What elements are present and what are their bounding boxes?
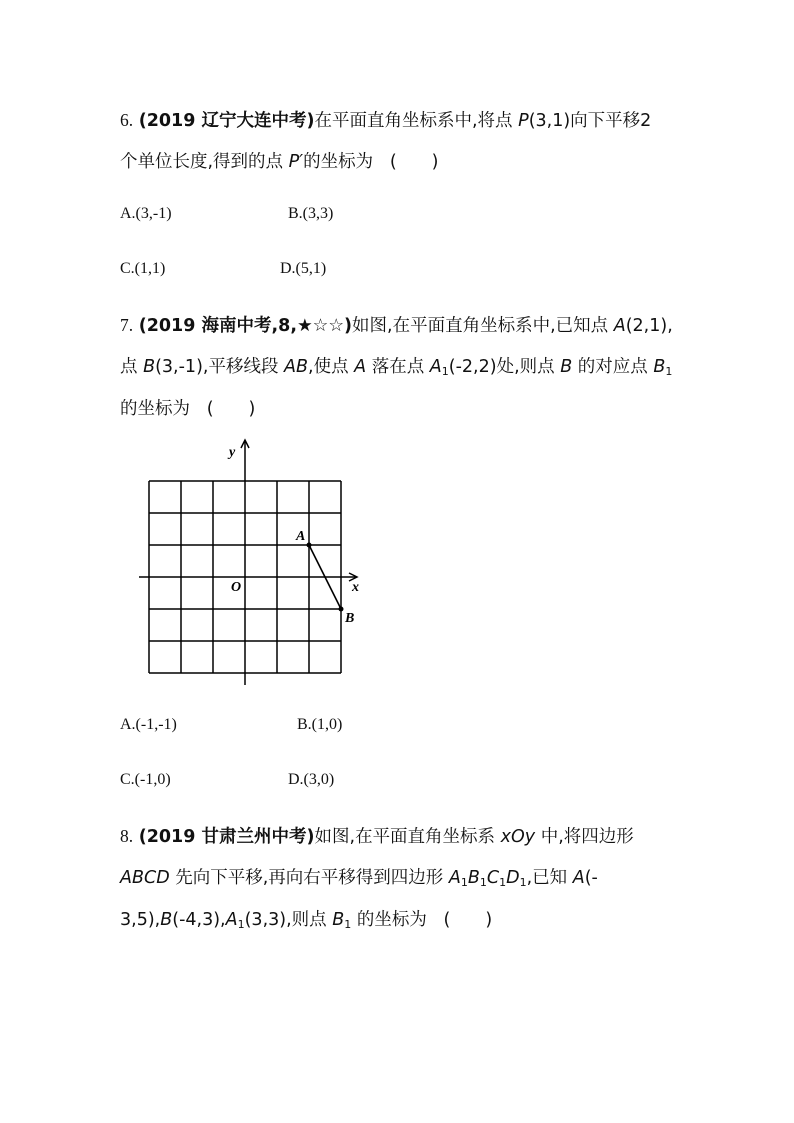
point-label: A xyxy=(354,357,367,377)
question-source: (2019 甘肃兰州中考) xyxy=(138,827,315,847)
subscript: 1 xyxy=(237,918,245,931)
q6-option-b: B.(3,3) xyxy=(288,205,334,222)
subscript: 1 xyxy=(665,365,673,378)
q6-line-1 xyxy=(120,108,651,133)
point-label: B xyxy=(653,357,666,377)
question-text: 中,将四边形 xyxy=(535,827,634,847)
q8-line-1 xyxy=(120,824,634,849)
point-label: A xyxy=(225,910,238,930)
question-text: 如图,在平面直角坐标系 xyxy=(314,827,501,847)
point-label: A xyxy=(572,868,585,888)
subscript: 1 xyxy=(344,918,352,931)
question-source: (2019 辽宁大连中考) xyxy=(138,111,315,131)
q7-option-b: B.(1,0) xyxy=(297,716,343,733)
question-text: 个单位长度,得到的点 xyxy=(120,152,289,172)
y-axis-label: y xyxy=(229,445,236,460)
point-label: B xyxy=(143,357,156,377)
question-text: (3,-1),平移线段 xyxy=(155,357,285,377)
coordinate-system-label: xOy xyxy=(500,827,536,847)
question-text: (3,3),则点 xyxy=(244,910,333,930)
question-text: 的坐标为 xyxy=(303,152,374,172)
q7-line-1 xyxy=(120,313,673,338)
x-axis-label: x xyxy=(352,580,359,595)
answer-bracket: ( ) xyxy=(443,910,493,930)
point-label: P′ xyxy=(288,152,304,172)
subscript: 1 xyxy=(499,876,507,889)
point-label: A xyxy=(613,316,626,336)
answer-bracket: ( ) xyxy=(389,152,439,172)
question-text: 落在点 xyxy=(366,357,430,377)
subscript: 1 xyxy=(460,876,468,889)
q7-option-c: C.(-1,0) xyxy=(120,771,171,788)
question-number: 6. xyxy=(120,110,134,130)
question-number: 7. xyxy=(120,315,134,335)
point-label: P xyxy=(518,111,529,131)
q6-option-d: D.(5,1) xyxy=(280,260,327,277)
coordinate-grid-figure xyxy=(130,438,370,688)
answer-bracket: ( ) xyxy=(206,399,256,419)
point-b-label: B xyxy=(345,611,355,626)
q8-line-2 xyxy=(120,866,598,890)
q8-line-3 xyxy=(120,908,492,932)
origin-label: O xyxy=(231,580,242,595)
question-text: (-2,2)处,则点 xyxy=(448,357,561,377)
q7-line-3 xyxy=(120,397,255,421)
subscript: 1 xyxy=(479,876,487,889)
segment-label: AB xyxy=(284,357,309,377)
point-label: B xyxy=(467,868,480,888)
question-text: (2,1), xyxy=(625,316,673,336)
question-text: 先向下平移,再向右平移得到四边形 xyxy=(169,868,449,888)
question-source: (2019 海南中考,8,★☆☆) xyxy=(138,316,353,336)
q7-option-d: D.(3,0) xyxy=(288,771,335,788)
point-label: C xyxy=(486,868,500,888)
q6-option-c: C.(1,1) xyxy=(120,260,166,277)
q7-option-a: A.(-1,-1) xyxy=(120,716,177,733)
question-text: 的坐标为 xyxy=(351,910,427,930)
point-label: B xyxy=(332,910,345,930)
question-text: ,使点 xyxy=(308,357,355,377)
q6-line-2 xyxy=(120,150,439,174)
point-label: D xyxy=(506,868,520,888)
question-text: 的坐标为 xyxy=(120,399,190,419)
question-text: 如图,在平面直角坐标系中,已知点 xyxy=(352,316,614,336)
quadrilateral-label: ABCD xyxy=(120,868,170,888)
q7-line-2 xyxy=(120,355,672,379)
question-text: ,已知 xyxy=(526,868,573,888)
point-label: A xyxy=(448,868,461,888)
subscript: 1 xyxy=(441,365,449,378)
question-text: 的对应点 xyxy=(572,357,654,377)
point-label: A xyxy=(429,357,442,377)
point-b xyxy=(339,607,344,612)
question-number: 8. xyxy=(120,826,134,846)
point-label: B xyxy=(560,357,573,377)
question-text: (- xyxy=(584,868,598,888)
point-a-label: A xyxy=(296,529,306,544)
point-label: B xyxy=(160,910,173,930)
question-text: 点 xyxy=(120,357,144,377)
subscript: 1 xyxy=(519,876,527,889)
question-text: 在平面直角坐标系中,将点 xyxy=(314,111,519,131)
question-text: (3,1)向下平移2 xyxy=(528,111,652,131)
point-a xyxy=(307,543,312,548)
q6-option-a: A.(3,-1) xyxy=(120,205,172,222)
question-text: (-4,3), xyxy=(172,910,226,930)
question-text: 3,5), xyxy=(120,910,161,930)
